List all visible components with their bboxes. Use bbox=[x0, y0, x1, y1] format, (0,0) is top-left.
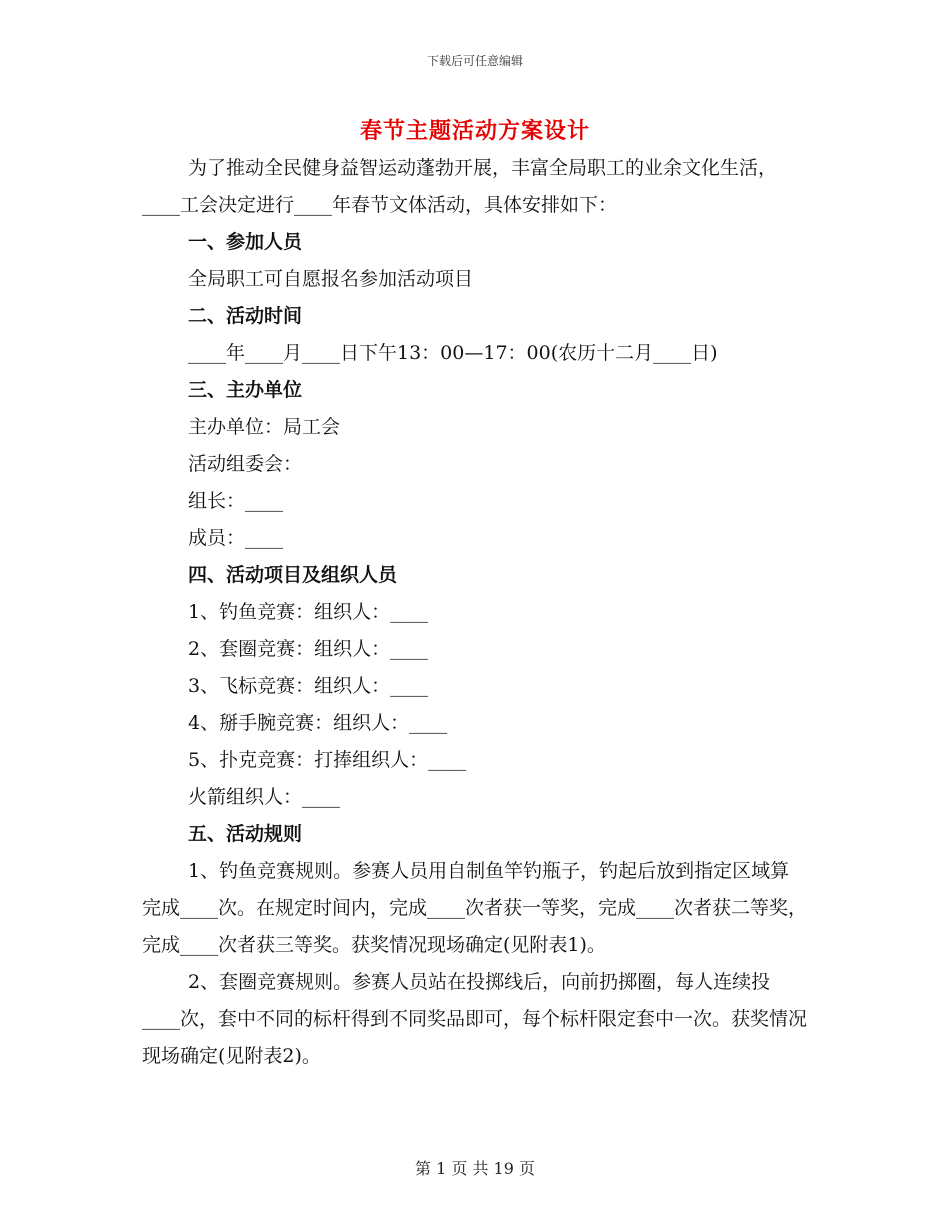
document-body bbox=[142, 150, 808, 1075]
rule-paragraph-ring-toss: 2、套圈竞赛规则。参赛人员站在投掷线后，向前扔掷圈，每人连续投____次，套中不同的标杆得到不同奖品即可，每个标杆限定套中一次。获奖情况现场确定(见附表2)。 bbox=[142, 971, 808, 1067]
event-item: 火箭组织人：____ bbox=[188, 786, 341, 808]
document-title: 春节主题活动方案设计 bbox=[359, 118, 590, 144]
section-heading-organizer: 三、主办单位 bbox=[188, 379, 303, 401]
section-heading-participants: 一、参加人员 bbox=[188, 231, 303, 253]
section-heading-events: 四、活动项目及组织人员 bbox=[188, 564, 398, 586]
event-item: 1、钓鱼竞赛：组织人：____ bbox=[188, 601, 429, 623]
page-header: 下载后可任意编辑 bbox=[426, 54, 523, 68]
section-heading-time: 二、活动时间 bbox=[188, 305, 303, 327]
section-heading-rules: 五、活动规则 bbox=[188, 823, 303, 845]
organizer-committee: 活动组委会： bbox=[188, 453, 303, 475]
time-text: ____年____月____日下午13：00—17：00(农历十二月____日) bbox=[188, 342, 718, 364]
intro-paragraph: 为了推动全民健身益智运动蓬勃开展，丰富全局职工的业余文化生活，____工会决定进行____年春节文体活动，具体安排如下： bbox=[142, 157, 778, 216]
event-item: 2、套圈竞赛：组织人：____ bbox=[188, 638, 429, 660]
organizer-leader: 组长：____ bbox=[188, 490, 284, 512]
event-item: 5、扑克竞赛：打捧组织人：____ bbox=[188, 749, 467, 771]
organizer-member: 成员：____ bbox=[188, 527, 284, 549]
organizer-host: 主办单位：局工会 bbox=[188, 416, 341, 438]
page-footer: 第 1 页 共 19 页 bbox=[415, 1159, 535, 1178]
event-item: 3、飞标竞赛：组织人：____ bbox=[188, 675, 429, 697]
event-item: 4、掰手腕竞赛：组织人：____ bbox=[188, 712, 448, 734]
participants-text: 全局职工可自愿报名参加活动项目 bbox=[188, 268, 474, 290]
rule-paragraph-fishing: 1、钓鱼竞赛规则。参赛人员用自制鱼竿钓瓶子，钓起后放到指定区域算完成____次。在规定时间内，完成____次者获一等奖，完成____次者获二等奖，完成____次者获三等奖。获奖情况现场确定(见附表1)。 bbox=[142, 860, 808, 956]
